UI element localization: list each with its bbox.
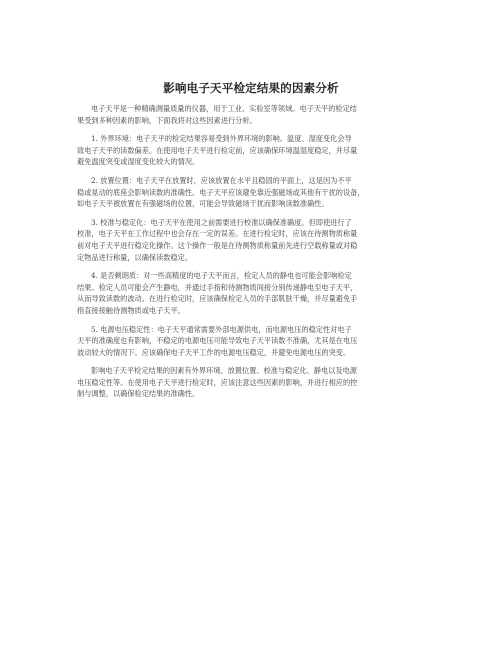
paragraph-line: 5. 电源电压稳定性：电子天平通常需要外部电源供电，而电源电压的稳定性对电子: [91, 324, 352, 334]
paragraph-line: 影响电子天平检定结果的因素有外界环境、放置位置、校准与稳定化、静电以及电源: [91, 366, 357, 376]
paragraph-line: 3. 校准与稳定化：电子天平在使用之前需要进行校准以确保准确度。但即使进行了: [91, 217, 352, 227]
factor-paragraph-calibration: [77, 217, 432, 263]
paragraph-line: 果受到多种因素的影响，下面我将对这些因素进行分析。: [77, 115, 257, 125]
factor-paragraph-voltage: [77, 324, 432, 359]
paragraph-line: 波动较大的情况下。应该确保电子天平工作的电源电压稳定，并避免电源电压的突变。: [77, 347, 351, 357]
paragraph-line: 致电子天平的读数偏差。在使用电子天平进行检定前，应该确保环境温湿度稳定，并尽量: [77, 145, 358, 155]
paragraph-line: 电子天平是一种精确测量质量的仪器，用于工业、实验室等领域。电子天平的检定结: [91, 104, 357, 113]
paragraph-line: 4. 是否剩朗质：对一些高精度的电子天平而言，检定人员的静电也可能会影响检定: [91, 271, 352, 281]
paragraph-line: 电压稳定性等。在使用电子天平进行检定时，应该注意这些因素的影响，并进行相应的控: [77, 377, 358, 387]
paragraph-line: 1. 外界环境：电子天平的检定结果容易受到外界环境的影响。温度、湿度变化会导: [91, 134, 352, 144]
paragraph-line: 稳或晃动的底座会影响读数的准确性。电子天平应该避免靠近强磁场或其他有干扰的设备，: [77, 187, 365, 197]
paragraph-line: 从而导致读数的波动。在进行检定时，应该确保检定人员的手部肌肤干燥，并尽量避免手: [77, 294, 358, 304]
document-title: 影响电子天平检定结果的因素分析: [163, 81, 339, 95]
intro-paragraph: [77, 103, 432, 126]
paragraph-line: 避免温度突变或湿度变化较大的情况。: [77, 157, 200, 167]
factor-paragraph-environment: [77, 133, 432, 168]
paragraph-line: 2. 放置位置：电子天平在放置时，应该放置在水平且稳固的平面上，这是因为不平: [91, 175, 352, 185]
paragraph-line: 制与调整，以确保检定结果的准确性。: [77, 389, 200, 399]
paragraph-line: 校准，电子天平在工作过程中也会存在一定的误差。在进行检定时，应该在待测物质称量: [77, 229, 358, 239]
paragraph-line: 前对电子天平进行稳定化操作。这个操作一般是在待测物质称量前先进行空载称量或对稳: [77, 240, 358, 250]
paragraph-line: 如电子天平被放置在有强磁场的位置，可能会导致磁场干扰而影响读数准确性。: [77, 199, 329, 209]
paragraph-line: 指直接接触待测物质或电子天平。: [77, 305, 185, 315]
factor-paragraph-static: [77, 270, 432, 316]
document-body: [77, 103, 432, 407]
paragraph-line: 定物品进行称量，以确保读数稳定。: [77, 252, 193, 262]
conclusion-paragraph: [77, 365, 432, 400]
factor-paragraph-placement: [77, 175, 432, 210]
paragraph-line: 天平的准确度也有影响，不稳定的电源电压可能导致电子天平读数不准确，尤其是在电压: [77, 336, 358, 346]
paragraph-line: 结果。检定人员可能会产生静电，并通过手指和待测物质间接分别传递静电至电子天平，: [77, 282, 358, 292]
